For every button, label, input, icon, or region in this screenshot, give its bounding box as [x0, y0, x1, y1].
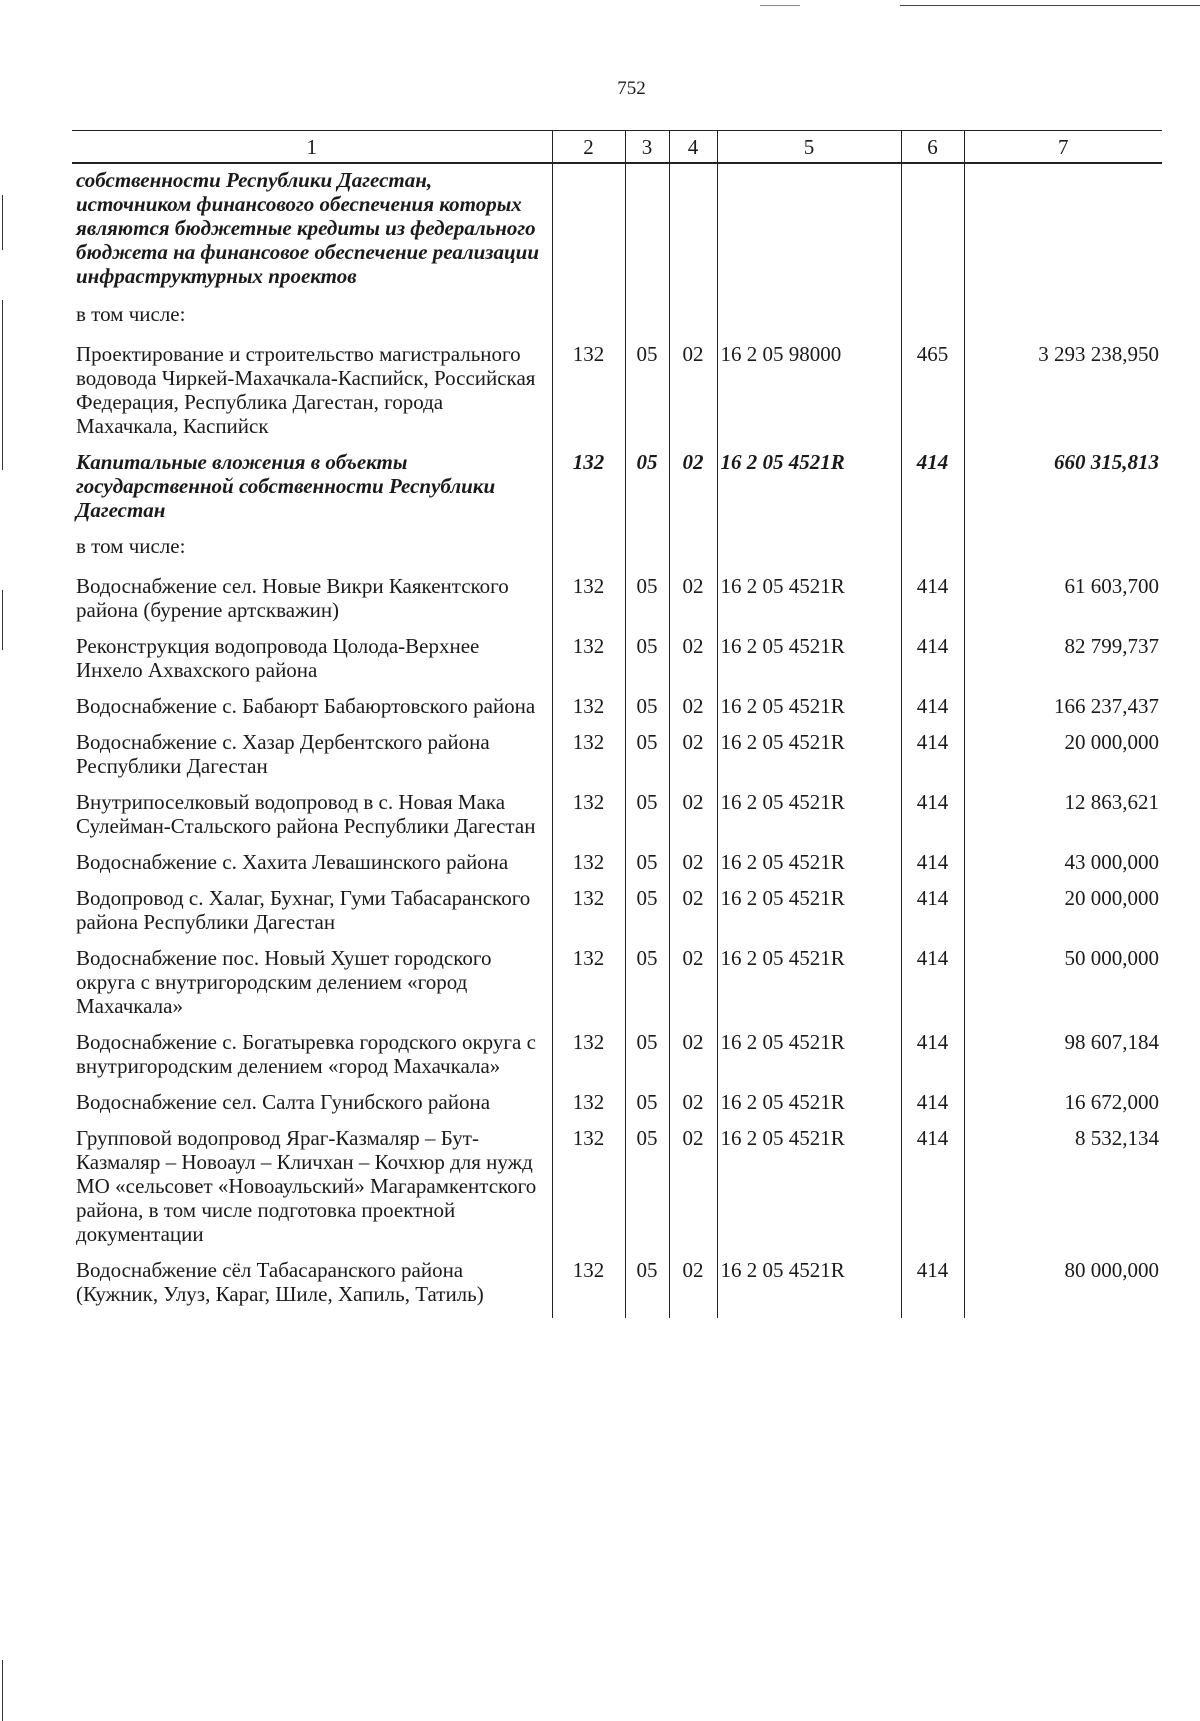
row-target-article-code: 16 2 05 4521R — [717, 850, 901, 886]
table-row — [72, 730, 1162, 790]
row-subsection-code — [669, 163, 717, 302]
table-row — [72, 1030, 1162, 1090]
row-section-code — [625, 302, 669, 342]
row-target-article-code: 16 2 05 4521R — [717, 694, 901, 730]
scan-artifact-line — [900, 5, 1200, 6]
row-ministry-code: 132 — [552, 946, 625, 1030]
row-name: Водоснабжение с. Бабаюрт Бабаюртовского района — [76, 694, 536, 718]
row-amount — [964, 302, 1162, 342]
row-amount: 61 603,700 — [964, 574, 1162, 634]
row-section-code: 05 — [625, 450, 669, 534]
row-expense-type-code: 414 — [901, 850, 964, 886]
table-row — [72, 946, 1162, 1030]
header-row — [72, 131, 1162, 164]
row-expense-type-code: 414 — [901, 634, 964, 694]
row-target-article-code: 16 2 05 4521R — [717, 1126, 901, 1258]
row-name: Групповой водопровод Яраг-Казмаляр – Бут-Казмаляр – Новоаул – Кличхан – Кочхюр для нужд МО «сельсовет «Новоаульский» Магарамкентского района, в том числе подготовка проектной документации — [76, 1126, 537, 1246]
row-subsection-code — [669, 302, 717, 342]
row-expense-type-code: 414 — [901, 730, 964, 790]
row-target-article-code — [717, 302, 901, 342]
table-row — [72, 1258, 1162, 1318]
table-row — [72, 163, 1162, 302]
row-section-code: 05 — [625, 946, 669, 1030]
row-subsection-code: 02 — [669, 790, 717, 850]
table-row — [72, 450, 1162, 534]
row-expense-type-code: 414 — [901, 790, 964, 850]
page-number: 752 — [617, 78, 646, 99]
row-target-article-code: 16 2 05 4521R — [717, 574, 901, 634]
row-ministry-code: 132 — [552, 850, 625, 886]
column-header: 5 — [717, 131, 901, 164]
row-target-article-code: 16 2 05 4521R — [717, 946, 901, 1030]
row-target-article-code: 16 2 05 4521R — [717, 1090, 901, 1126]
row-amount: 16 672,000 — [964, 1090, 1162, 1126]
row-ministry-code: 132 — [552, 1090, 625, 1126]
row-amount: 12 863,621 — [964, 790, 1162, 850]
row-amount: 20 000,000 — [964, 730, 1162, 790]
row-amount: 660 315,813 — [964, 450, 1162, 534]
column-header: 3 — [625, 131, 669, 164]
row-name: Водоснабжение сёл Табасаранского района (Кужник, Улуз, Караг, Шиле, Хапиль, Татиль) — [76, 1258, 484, 1306]
row-amount: 43 000,000 — [964, 850, 1162, 886]
row-subsection-code: 02 — [669, 1030, 717, 1090]
row-target-article-code: 16 2 05 4521R — [717, 886, 901, 946]
row-amount: 20 000,000 — [964, 886, 1162, 946]
row-amount: 8 532,134 — [964, 1126, 1162, 1258]
row-subsection-code: 02 — [669, 634, 717, 694]
row-name: собственности Республики Дагестан, источником финансового обеспечения которых являются бюджетные кредиты из федерального бюджета на финансовое обеспечение реализации инфраструктурных проектов — [76, 168, 540, 288]
row-subsection-code: 02 — [669, 574, 717, 634]
row-section-code: 05 — [625, 342, 669, 450]
row-target-article-code — [717, 534, 901, 574]
column-header: 2 — [552, 131, 625, 164]
row-expense-type-code — [901, 163, 964, 302]
row-target-article-code: 16 2 05 98000 — [717, 342, 901, 450]
row-target-article-code: 16 2 05 4521R — [717, 1258, 901, 1318]
row-name: Внутрипоселковый водопровод в с. Новая Мака Сулейман-Стальского района Республики Дагестан — [76, 790, 536, 838]
row-ministry-code: 132 — [552, 634, 625, 694]
row-section-code: 05 — [625, 850, 669, 886]
row-ministry-code: 132 — [552, 342, 625, 450]
row-amount: 82 799,737 — [964, 634, 1162, 694]
row-amount: 98 607,184 — [964, 1030, 1162, 1090]
row-target-article-code: 16 2 05 4521R — [717, 790, 901, 850]
budget-table — [72, 130, 1162, 1318]
column-header: 6 — [901, 131, 964, 164]
row-amount — [964, 163, 1162, 302]
row-ministry-code: 132 — [552, 694, 625, 730]
table-row — [72, 574, 1162, 634]
table-row — [72, 302, 1162, 342]
row-name: Капитальные вложения в объекты государственной собственности Республики Дагестан — [76, 450, 496, 522]
row-amount: 166 237,437 — [964, 694, 1162, 730]
table-row — [72, 694, 1162, 730]
table-row — [72, 850, 1162, 886]
table-row — [72, 534, 1162, 574]
row-expense-type-code: 465 — [901, 342, 964, 450]
row-amount: 3 293 238,950 — [964, 342, 1162, 450]
scan-artifact-edge — [2, 300, 3, 470]
row-name: Водопровод с. Халаг, Бухнаг, Гуми Табасаранского района Республики Дагестан — [76, 886, 531, 934]
table-row — [72, 342, 1162, 450]
row-name: в том числе: — [76, 534, 186, 558]
row-expense-type-code: 414 — [901, 1090, 964, 1126]
row-ministry-code: 132 — [552, 450, 625, 534]
row-name: Проектирование и строительство магистрального водовода Чиркей-Махачкала-Каспийск, Российская Федерация, Республика Дагестан, города Махачкала, Каспийск — [76, 342, 536, 438]
row-section-code: 05 — [625, 694, 669, 730]
row-subsection-code: 02 — [669, 1090, 717, 1126]
row-ministry-code: 132 — [552, 1126, 625, 1258]
row-expense-type-code: 414 — [901, 694, 964, 730]
row-amount: 80 000,000 — [964, 1258, 1162, 1318]
row-subsection-code: 02 — [669, 946, 717, 1030]
row-subsection-code: 02 — [669, 450, 717, 534]
scan-artifact-edge — [2, 195, 3, 250]
row-section-code: 05 — [625, 634, 669, 694]
row-expense-type-code: 414 — [901, 886, 964, 946]
scan-artifact-edge — [2, 590, 3, 650]
row-section-code: 05 — [625, 886, 669, 946]
row-subsection-code: 02 — [669, 342, 717, 450]
scan-artifact-line — [760, 5, 800, 6]
row-subsection-code: 02 — [669, 850, 717, 886]
row-subsection-code: 02 — [669, 1258, 717, 1318]
row-expense-type-code: 414 — [901, 1030, 964, 1090]
row-name: Водоснабжение с. Богатыревка городского округа с внутригородским делением «город Махачкала» — [76, 1030, 536, 1078]
row-amount: 50 000,000 — [964, 946, 1162, 1030]
row-subsection-code: 02 — [669, 694, 717, 730]
table-row — [72, 1090, 1162, 1126]
row-expense-type-code: 414 — [901, 946, 964, 1030]
row-name: Водоснабжение с. Хазар Дербентского района Республики Дагестан — [76, 730, 490, 778]
row-ministry-code: 132 — [552, 574, 625, 634]
row-expense-type-code — [901, 302, 964, 342]
table-row — [72, 1126, 1162, 1258]
row-target-article-code: 16 2 05 4521R — [717, 634, 901, 694]
row-subsection-code — [669, 534, 717, 574]
row-section-code: 05 — [625, 1126, 669, 1258]
row-name: в том числе: — [76, 302, 186, 326]
column-header: 7 — [964, 131, 1162, 164]
row-section-code: 05 — [625, 1258, 669, 1318]
row-name: Водоснабжение с. Хахита Левашинского района — [76, 850, 509, 874]
row-target-article-code: 16 2 05 4521R — [717, 450, 901, 534]
column-header: 1 — [72, 131, 552, 164]
column-header: 4 — [669, 131, 717, 164]
row-subsection-code: 02 — [669, 1126, 717, 1258]
row-subsection-code: 02 — [669, 886, 717, 946]
row-section-code — [625, 163, 669, 302]
table-header — [72, 131, 1162, 164]
row-name: Реконструкция водопровода Цолода-Верхнее Инхело Ахвахского района — [76, 634, 480, 682]
row-section-code: 05 — [625, 1090, 669, 1126]
row-section-code — [625, 534, 669, 574]
table-row — [72, 886, 1162, 946]
row-name: Водоснабжение сел. Новые Викри Каякентского района (бурение артскважин) — [76, 574, 509, 622]
row-target-article-code — [717, 163, 901, 302]
row-section-code: 05 — [625, 730, 669, 790]
row-ministry-code: 132 — [552, 1258, 625, 1318]
row-ministry-code: 132 — [552, 1030, 625, 1090]
row-target-article-code: 16 2 05 4521R — [717, 730, 901, 790]
row-expense-type-code: 414 — [901, 574, 964, 634]
row-expense-type-code: 414 — [901, 450, 964, 534]
row-subsection-code: 02 — [669, 730, 717, 790]
row-expense-type-code — [901, 534, 964, 574]
scan-artifact-edge — [2, 1660, 3, 1721]
row-ministry-code: 132 — [552, 790, 625, 850]
row-target-article-code: 16 2 05 4521R — [717, 1030, 901, 1090]
table-row — [72, 790, 1162, 850]
row-name: Водоснабжение сел. Салта Гунибского района — [76, 1090, 491, 1114]
table-row — [72, 634, 1162, 694]
row-ministry-code — [552, 534, 625, 574]
row-ministry-code — [552, 163, 625, 302]
row-ministry-code — [552, 302, 625, 342]
row-expense-type-code: 414 — [901, 1258, 964, 1318]
row-section-code: 05 — [625, 574, 669, 634]
row-section-code: 05 — [625, 1030, 669, 1090]
table-body — [72, 163, 1162, 1318]
row-section-code: 05 — [625, 790, 669, 850]
row-ministry-code: 132 — [552, 886, 625, 946]
row-expense-type-code: 414 — [901, 1126, 964, 1258]
row-ministry-code: 132 — [552, 730, 625, 790]
row-name: Водоснабжение пос. Новый Хушет городского округа с внутригородским делением «город Махачкала» — [76, 946, 492, 1018]
row-amount — [964, 534, 1162, 574]
